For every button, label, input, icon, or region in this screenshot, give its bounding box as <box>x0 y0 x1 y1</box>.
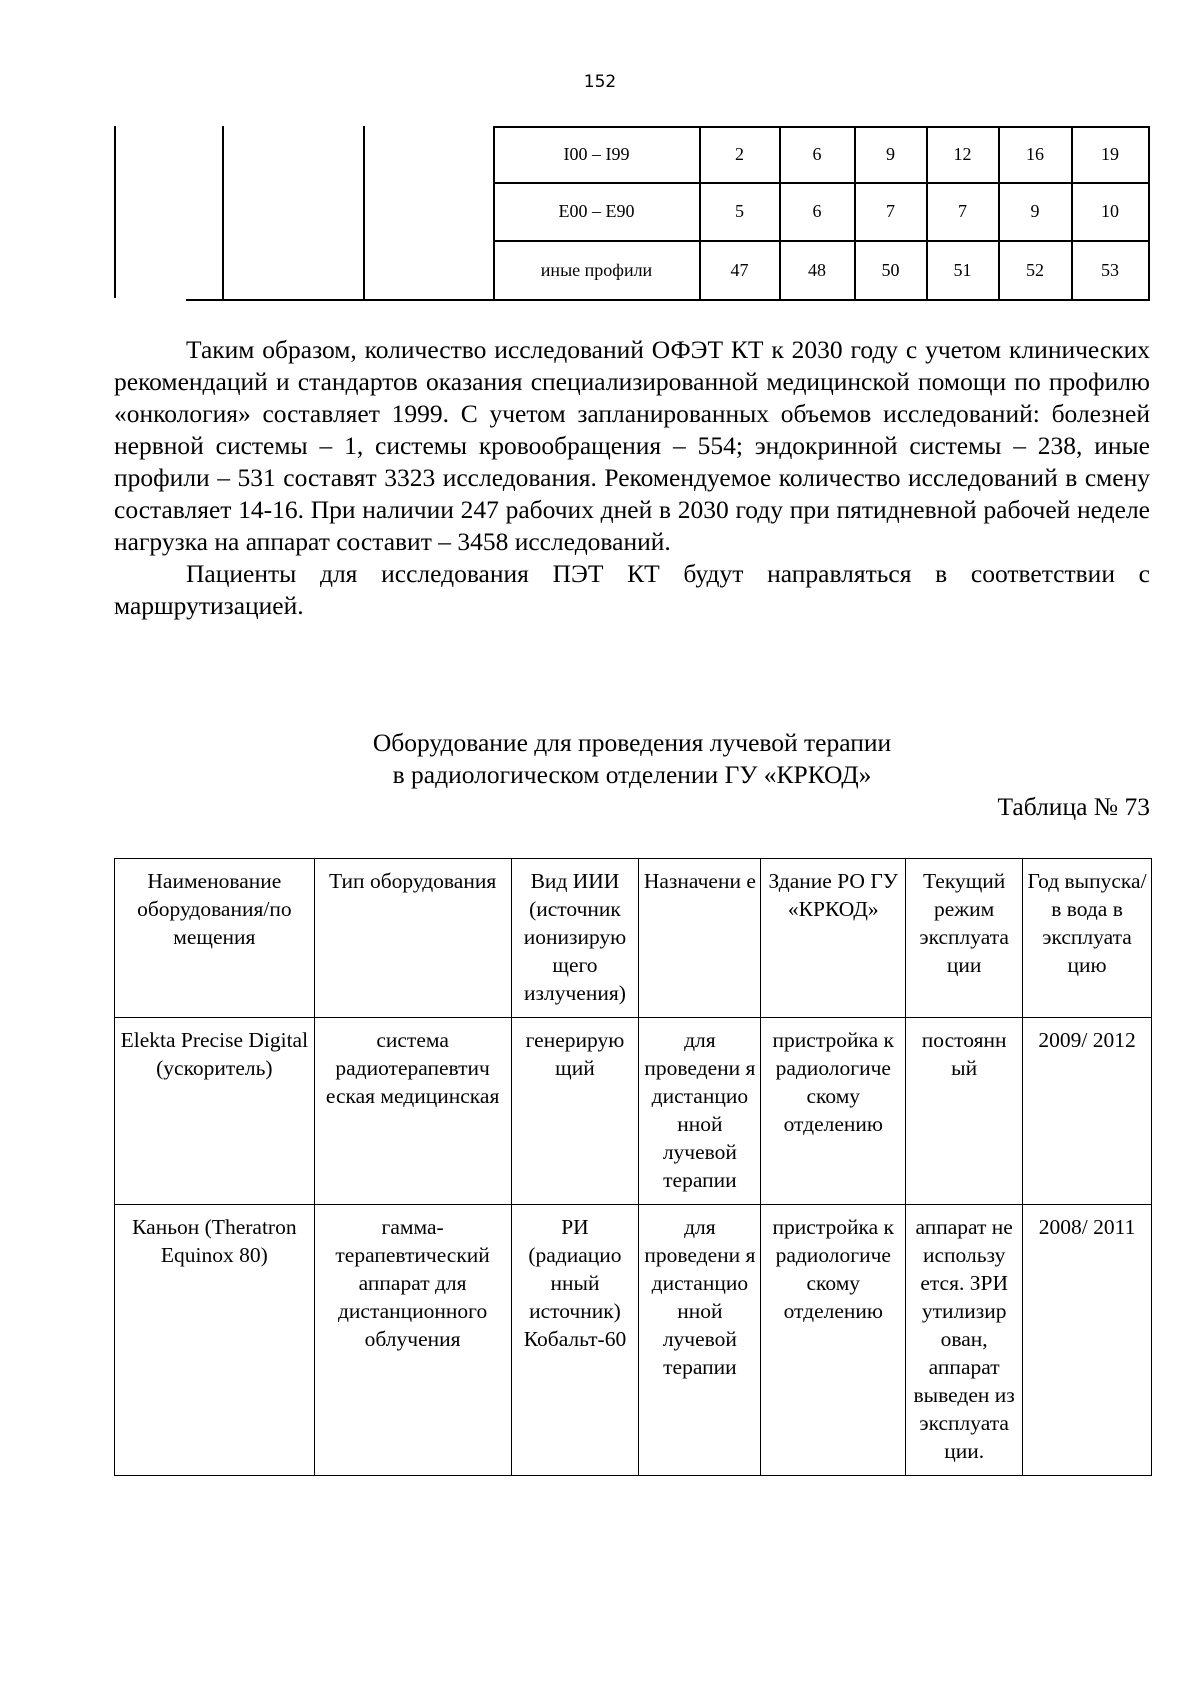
table-cell: гамма-терапевтический аппарат для дистанционного облучения <box>314 1205 511 1476</box>
table-cell: постоянн ый <box>906 1018 1023 1205</box>
table-cell: 48 <box>808 259 826 280</box>
column-header: Текущий режим эксплуата ции <box>906 859 1023 1018</box>
table-cell: 6 <box>812 143 822 164</box>
table-cell: 6 <box>812 201 822 221</box>
table-cell: 10 <box>1101 201 1119 221</box>
continuation-table <box>114 126 1150 301</box>
caption-line: Оборудование для проведения лучевой терапии <box>372 728 892 757</box>
column-header: Тип оборудования <box>314 859 511 1018</box>
table-number: Таблица № 73 <box>997 792 1150 821</box>
paragraph: Пациенты для исследования ПЭТ КТ будут направляться в соответствии с маршрутизацией. <box>114 559 1150 620</box>
table-cell: 2008/ 2011 <box>1023 1205 1152 1476</box>
body-text <box>114 334 1150 622</box>
table-cell: 50 <box>881 259 900 280</box>
table-cell: пристройка к радиологиче скому отделению <box>761 1205 906 1476</box>
table-cell: пристройка к радиологиче скому отделению <box>761 1018 906 1205</box>
table-cell: 7 <box>958 201 967 221</box>
table-cell: 2009/ 2012 <box>1023 1018 1152 1205</box>
table-cell: система радиотерапевтич еская медицинская <box>314 1018 511 1205</box>
table-rule <box>114 126 116 298</box>
table-cell: 2 <box>735 143 744 164</box>
table-cell: I00 – I99 <box>563 143 630 164</box>
table-cell: 51 <box>953 259 972 280</box>
table-row <box>115 1205 1152 1476</box>
table-cell: РИ (радиацио нный источник) Кобальт-60 <box>511 1205 639 1476</box>
table-cell: E00 – E90 <box>558 201 635 221</box>
table-cell: Elekta Precise Digital (ускоритель) <box>115 1018 315 1205</box>
table-cell: генерирую щий <box>511 1018 639 1205</box>
page-number: 152 <box>583 72 617 92</box>
table-cell: аппарат не использу ется. ЗРИ утилизир ован, аппарат выведен из эксплуата ции. <box>906 1205 1023 1476</box>
table-rule <box>222 126 224 301</box>
table-cell: для проведени я дистанцио нной лучевой терапии <box>639 1205 761 1476</box>
table-cell: 52 <box>1026 259 1044 280</box>
column-header: Год выпуска/в вода в эксплуата цию <box>1023 859 1152 1018</box>
caption-line: в радиологическом отделении ГУ «КРКОД» <box>392 760 872 789</box>
table-cell: иные профили <box>540 259 653 280</box>
table-row <box>115 1018 1152 1205</box>
table-cell: 5 <box>735 201 744 221</box>
paragraph: Таким образом, количество исследований ОФЭТ КТ к 2030 году с учетом клинических рекомендаций и стандартов оказания специализированной медицинской помощи по профилю «онкология» составляет 1999. С учетом запланированных объемов исследований: болезней нервной системы – 1, системы кровообращения – 554; эндокринной системы – 238, иные профили – 531 составят 3323 исследования. Рекомендуемое количество исследований в смену составляет 14-16. При наличии 247 рабочих дней в 2030 году при пятидневной рабочей неделе нагрузка на аппарат составит – 3458 исследований. <box>114 335 1150 556</box>
table-cell: 16 <box>1026 143 1044 164</box>
table-header-row <box>115 859 1152 1018</box>
table-cell: 9 <box>886 143 895 164</box>
table-cell: 9 <box>1030 201 1040 221</box>
table-cell: для проведени я дистанцио нной лучевой терапии <box>639 1018 761 1205</box>
column-header: Вид ИИИ (источник ионизирую щего излучения) <box>511 859 639 1018</box>
table-cell: 47 <box>730 259 749 280</box>
table-cell: 7 <box>886 201 895 221</box>
table-cell: 12 <box>953 143 972 164</box>
table-rule <box>1148 126 1150 301</box>
table-rule <box>186 299 1150 301</box>
table-rule <box>363 126 365 301</box>
column-header: Здание РО ГУ «КРКОД» <box>761 859 906 1018</box>
column-header: Наименование оборудования/по мещения <box>115 859 315 1018</box>
table-cell: Каньон (Theratron Equinox 80) <box>115 1205 315 1476</box>
table-cell: 19 <box>1101 143 1119 164</box>
table-caption <box>114 727 1150 791</box>
table-cell: 53 <box>1101 259 1119 280</box>
equipment-table <box>114 858 1152 1476</box>
column-header: Назначени е <box>639 859 761 1018</box>
